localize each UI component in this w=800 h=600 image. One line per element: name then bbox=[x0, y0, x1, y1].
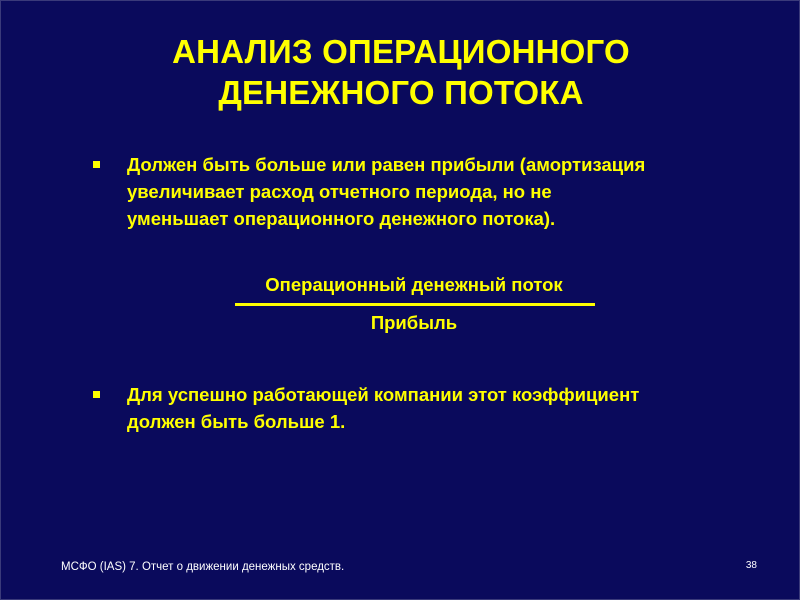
bullet-1-line-1: Должен быть больше или равен прибыли (амортизация bbox=[127, 154, 646, 175]
square-bullet-icon bbox=[93, 391, 100, 398]
bullet-text-1 bbox=[127, 151, 727, 232]
fraction-bar bbox=[235, 303, 595, 306]
slide-title-line-2: ДЕНЕЖНОГО ПОТОКА bbox=[218, 74, 584, 111]
slide-title bbox=[1, 31, 800, 113]
formula-denominator: Прибыль bbox=[370, 312, 458, 333]
formula-numerator: Операционный денежный поток bbox=[265, 274, 563, 295]
bullet-2-line-2: должен быть больше 1. bbox=[127, 411, 346, 432]
slide-footer: МСФО (IAS) 7. Отчет о движении денежных средств. bbox=[61, 561, 345, 573]
bullet-text-2 bbox=[127, 381, 727, 435]
slide-title-line-1: АНАЛИЗ ОПЕРАЦИОННОГО bbox=[172, 33, 630, 70]
bullet-2-line-1: Для успешно работающей компании этот коэффициент bbox=[127, 384, 640, 405]
square-bullet-icon bbox=[93, 161, 100, 168]
page-number: 38 bbox=[745, 560, 757, 571]
bullet-1-line-2: увеличивает расход отчетного периода, но не bbox=[127, 181, 552, 202]
bullet-1-line-3: уменьшает операционного денежного потока). bbox=[127, 208, 556, 229]
